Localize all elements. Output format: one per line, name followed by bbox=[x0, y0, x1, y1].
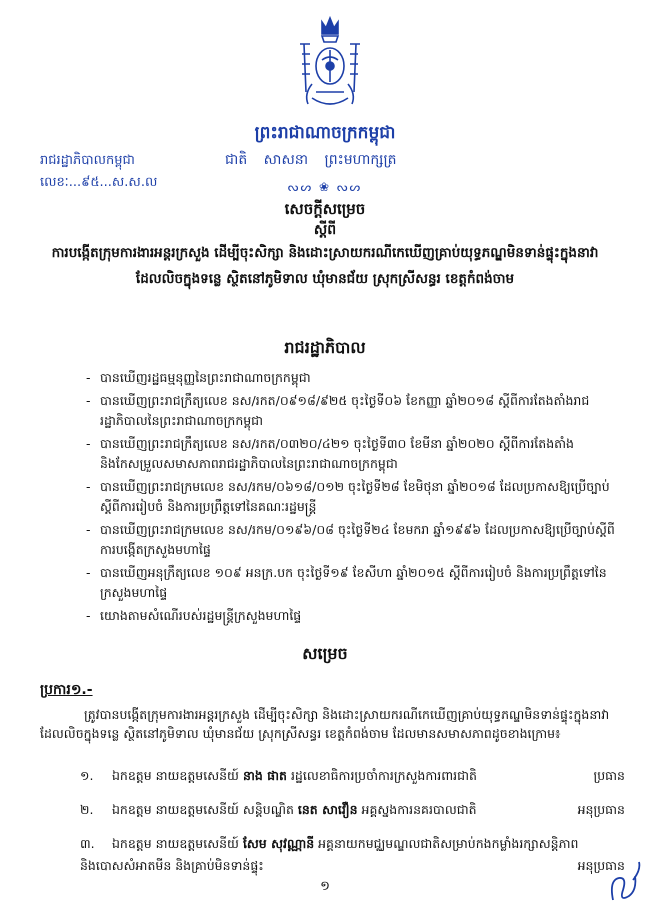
reference-item: - បានឃើញរដ្ឋធម្មនុញ្ញនៃព្រះរាជាណាចក្រកម្ពុជា bbox=[86, 368, 626, 388]
member-number: ១. bbox=[80, 768, 94, 783]
member-number: ៣. bbox=[80, 836, 95, 851]
member-role: អនុប្រធាន bbox=[577, 858, 625, 873]
member-number: ២. bbox=[80, 802, 94, 817]
member-name: នេត សាវឿន bbox=[297, 802, 358, 817]
document-number: លេខៈ...៩៥...ស.ស.ល bbox=[40, 175, 158, 190]
reference-item: - បានឃើញព្រះរាជក្រឹត្យលេខ នស/រកត/០៣២០/៤២១ ចុះថ្ងៃទី៣០ ខែមីនា ឆ្នាំ២០២០ ស្ដីពីការតែងតាំងនិងកែសម្រួលសមាសភាពរាជរដ្ឋាភិបាលនៃព្រះរាជាណាចក្រកម្ពុជា bbox=[86, 434, 626, 474]
member-prefix: ឯកឧត្តម នាយឧត្តមសេនីយ៍ bbox=[111, 768, 239, 783]
kingdom-title: ព្រះរាជាណាចក្រកម្ពុជា bbox=[254, 123, 396, 143]
royal-emblem-icon bbox=[282, 14, 378, 114]
member-name: នាង ផាត bbox=[242, 768, 287, 783]
reference-item: - បានឃើញព្រះរាជក្រមលេខ នស/រកម/០៦១៨/០១២ ចុះថ្ងៃទី២៨ ខែមិថុនា ឆ្នាំ២០១៨ ដែលប្រកាសឱ្យប្រើច្បាប់ស្ដីពីការរៀបចំ និងការប្រព្រឹត្តទៅនៃគណៈរដ្ឋមន្ត្រី bbox=[86, 477, 626, 517]
references-list bbox=[86, 368, 626, 629]
article-label: ប្រការ១.- bbox=[40, 682, 93, 698]
about-label: ស្ដីពី bbox=[313, 222, 337, 238]
member-role: អនុប្រធាន bbox=[577, 802, 625, 817]
issuer-name: រាជរដ្ឋាភិបាលកម្ពុជា bbox=[40, 153, 135, 168]
member-position: អគ្គស្នងការនគរបាលជាតិ bbox=[361, 802, 477, 817]
initials-signature-icon bbox=[605, 850, 645, 910]
reference-item: - បានឃើញអនុក្រឹត្យលេខ ១០៩ អនក្រ.បក ចុះថ្ងៃទី១៩ ខែសីហា ឆ្នាំ២០១៥ ស្ដីពីការរៀបចំ និងការប្រព្រឹត្តទៅនៃក្រសួងមហាផ្ទៃ bbox=[86, 563, 626, 603]
decision-heading: សម្រេច bbox=[302, 644, 348, 663]
member-prefix: ឯកឧត្តម នាយឧត្តមសេនីយ៍ សន្តិបណ្ឌិត bbox=[111, 802, 294, 817]
document-type: សេចក្ដីសម្រេច bbox=[284, 200, 366, 218]
reference-item: - យោងតាមសំណើរបស់រដ្ឋមន្ត្រីក្រសួងមហាផ្ទៃ bbox=[86, 606, 626, 626]
issuer-block bbox=[40, 150, 157, 194]
reference-item: - បានឃើញព្រះរាជក្រឹត្យលេខ នស/រកត/០៩១៨/៩២៥ ចុះថ្ងៃទី០៦ ខែកញ្ញា ឆ្នាំ២០១៨ ស្ដីពីការតែងតាំងរាជរដ្ឋាភិបាលនៃព្រះរាជាណាចក្រកម្ពុជា bbox=[86, 391, 626, 431]
member-position: អគ្គនាយកមជ្ឈមណ្ឌលជាតិសម្រាប់កងកម្លាំងរក្សាសន្តិភាព និងបោសសំអាតមីន និងគ្រាប់មិនទាន់ផ្ទុះ bbox=[80, 836, 579, 873]
member-name: សែម សុវណ្ណានី bbox=[242, 836, 315, 851]
member-prefix: ឯកឧត្តម នាយឧត្តមសេនីយ៍ bbox=[111, 836, 239, 851]
article-body: ត្រូវបានបង្កើតក្រុមការងារអន្តរក្រសួង ដើម្បីចុះសិក្សា និងដោះស្រាយករណីកេឃើញគ្រាប់យុទ្ធភណ្ឌមិនទាន់ផ្ទុះក្នុងនាវាដែលលិចក្នុងទន្លេ ស្ថិតនៅភូមិទាល ឃុំមានជ័យ ស្រុកស្រីសន្ធរ ខេត្តកំពង់ចាម ដែលមានសមាសភាពដូចខាងក្រោម៖ bbox=[40, 707, 610, 741]
member-role: ប្រធាន bbox=[593, 768, 625, 783]
page-number: ១ bbox=[320, 879, 330, 894]
members-list bbox=[80, 765, 625, 889]
authority-heading: រាជរដ្ឋាភិបាល bbox=[284, 338, 366, 357]
member-item bbox=[80, 833, 625, 877]
ornament-divider: ᔓᔕ ❀ ᔓᔕ bbox=[287, 180, 363, 194]
member-item bbox=[80, 799, 625, 821]
reference-item: - បានឃើញព្រះរាជក្រមលេខ នស/រកម/០១៩៦/០៨ ចុះថ្ងៃទី២៤ ខែមករា ឆ្នាំ១៩៩៦ ដែលប្រកាសឱ្យប្រើច្បាប់ស្ដីពីការបង្កើតក្រសួងមហាផ្ទៃ bbox=[86, 520, 626, 560]
document-subject: ការបង្កើតក្រុមការងារអន្តរក្រសួង ដើម្បីចុះសិក្សា និងដោះស្រាយករណីកេឃើញគ្រាប់យុទ្ធភណ្ឌមិនទាន់ផ្ទុះក្នុងនាវាដែលលិចក្នុងទន្លេ ស្ថិតនៅភូមិទាល ឃុំមានជ័យ ស្រុកស្រីសន្ធរ ខេត្តកំពង់ចាម bbox=[51, 245, 599, 287]
member-item bbox=[80, 765, 625, 787]
national-motto: ជាតិ សាសនា ព្រះមហាក្សត្រ bbox=[225, 152, 397, 168]
member-position: រដ្ឋលេខាធិការប្រចាំការក្រសួងការពារជាតិ bbox=[290, 768, 477, 783]
